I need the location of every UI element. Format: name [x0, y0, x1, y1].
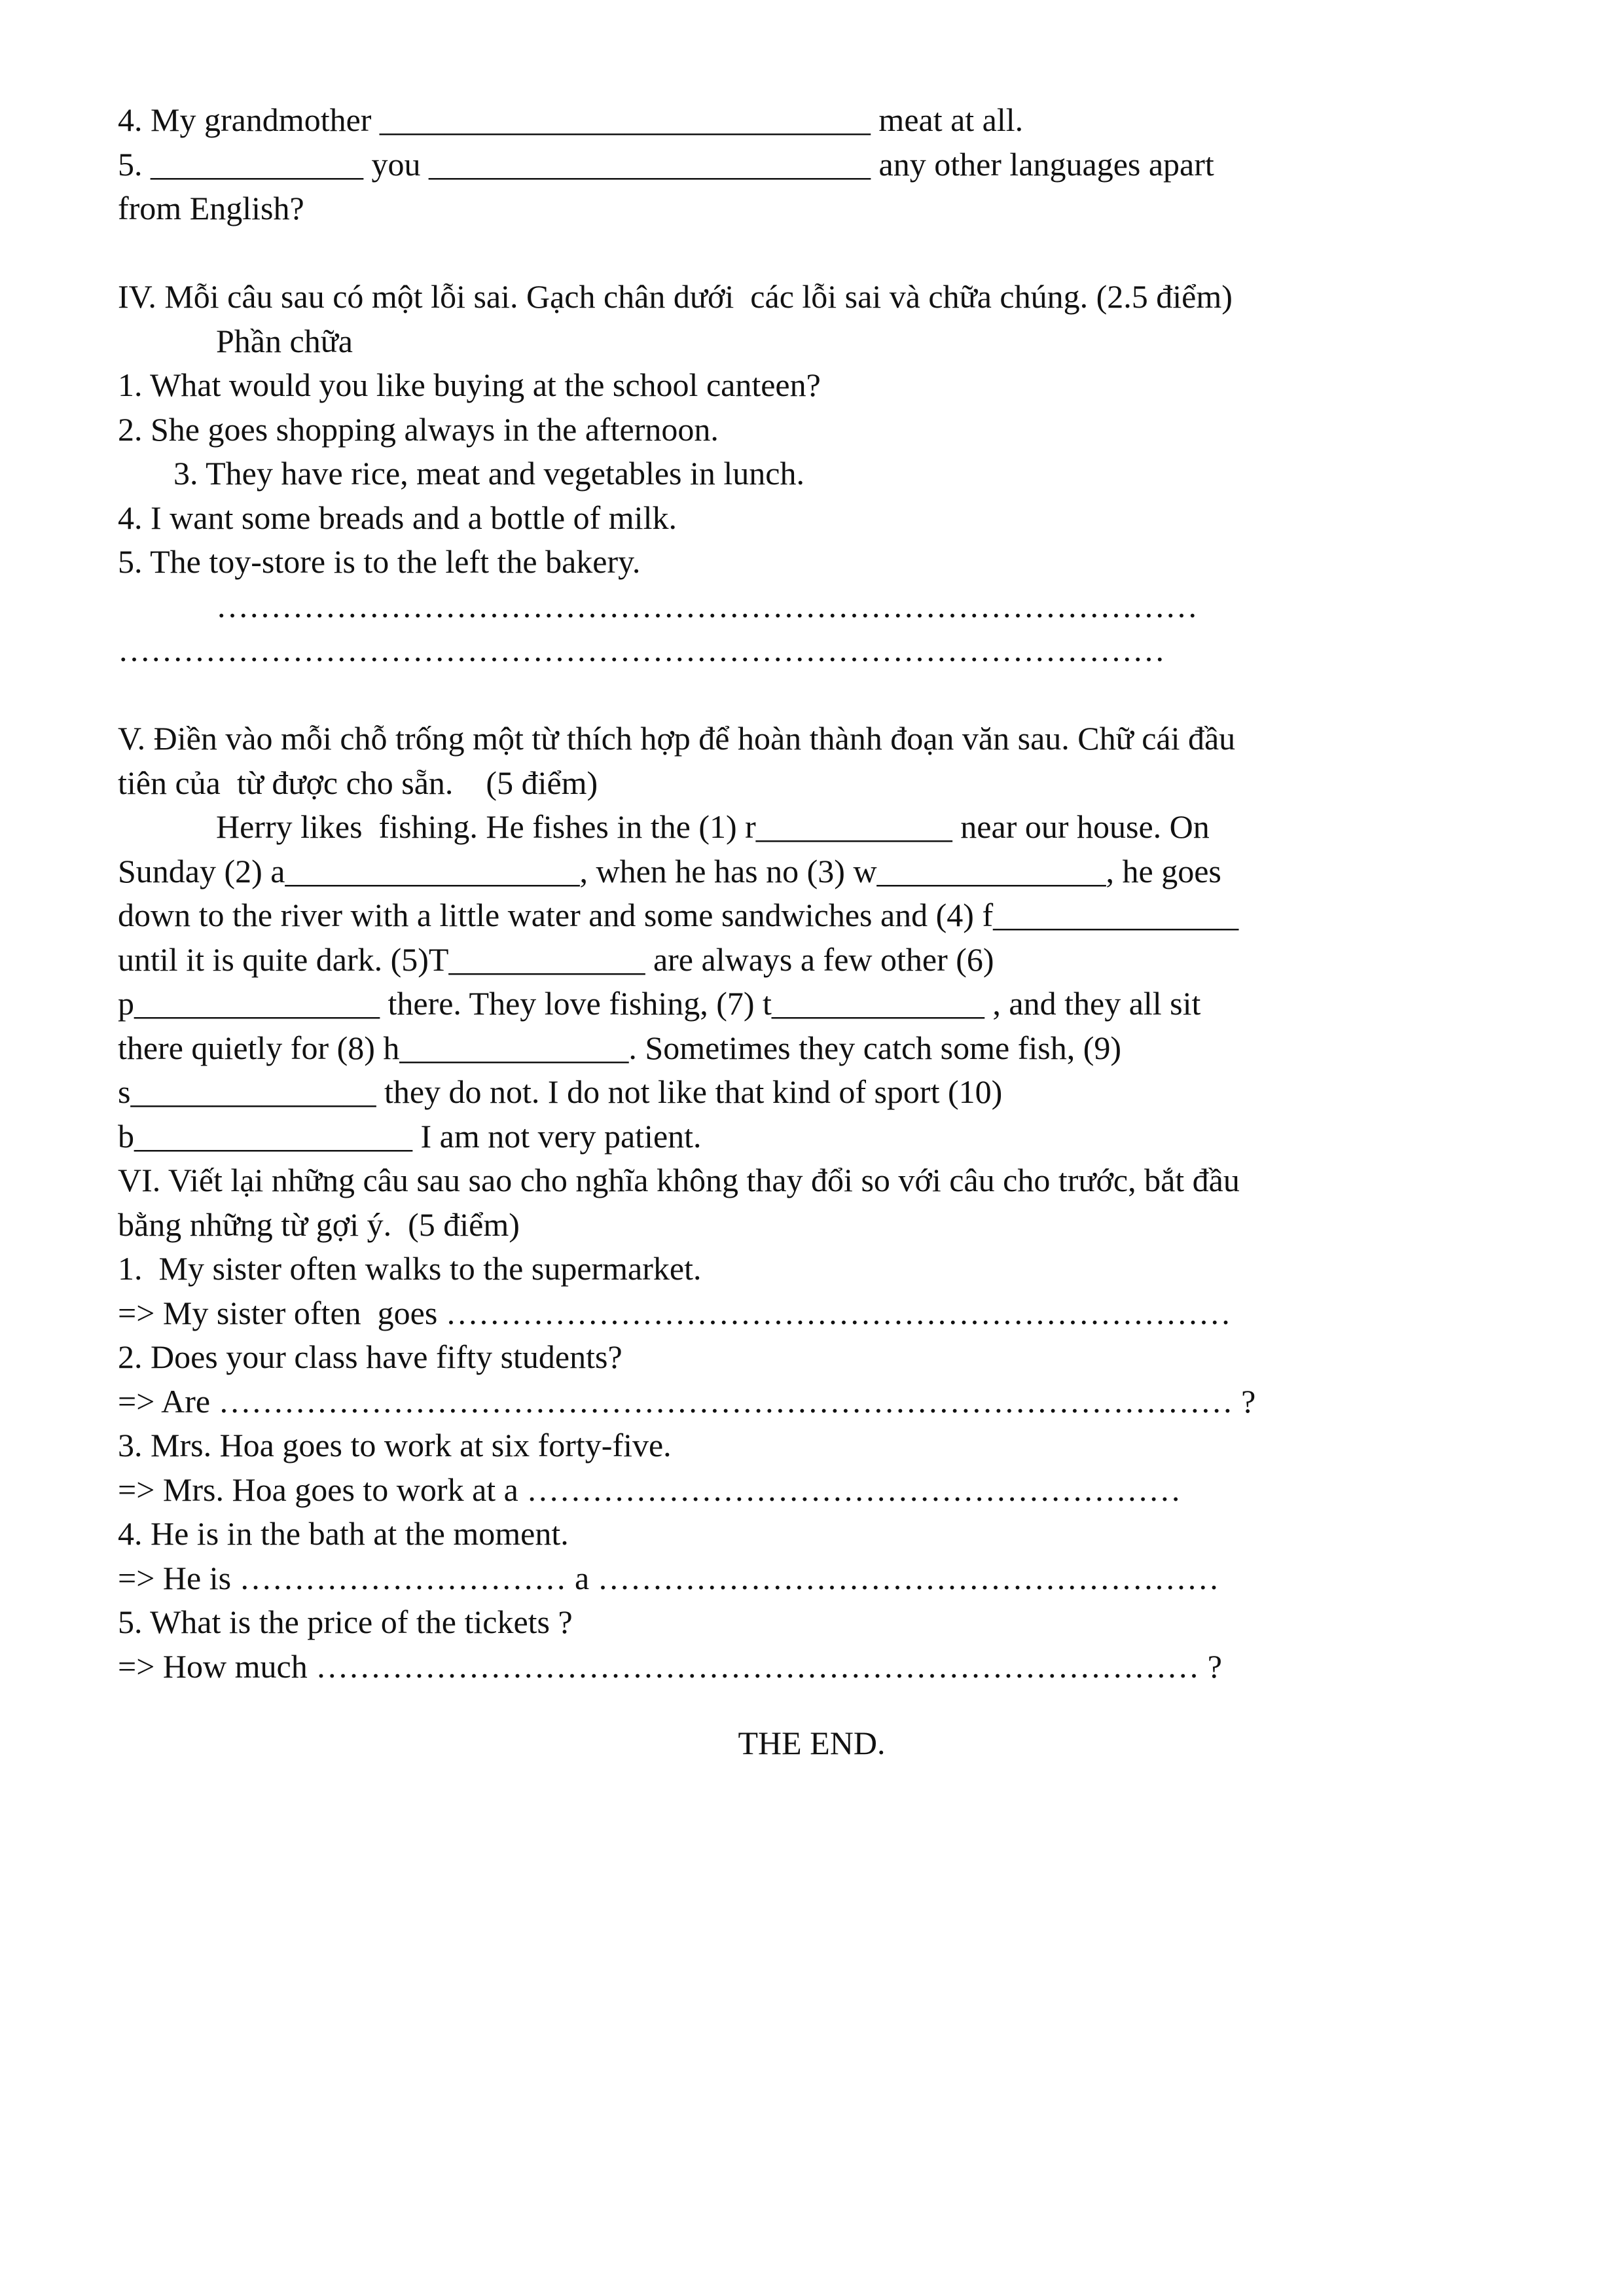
cloze-line: p_______________ there. They love fishing, (7) t_____________ , and they all sit	[118, 985, 1201, 1022]
cloze-line: until it is quite dark. (5)T____________ are always a few other (6)	[118, 941, 994, 978]
section-5-heading-cont: tiên của từ được cho sẵn. (5 điểm)	[118, 764, 598, 801]
error-item: 4. I want some breads and a bottle of milk.	[118, 499, 677, 536]
error-item: 1. What would you like buying at the school canteen?	[118, 367, 821, 403]
cloze-line: down to the river with a little water and some sandwiches and (4) f_______________	[118, 897, 1239, 933]
cloze-line: b_________________ I am not very patient.	[118, 1117, 702, 1155]
rewrite-prompt: 1. My sister often walks to the supermarket.	[118, 1250, 702, 1287]
section-6-heading: VI. Viết lại những câu sau sao cho nghĩa không thay đổi so với câu cho trước, bắt đầu	[118, 1162, 1240, 1198]
rewrite-answer: => How much ……………………………………………………………………… ?	[118, 1647, 1222, 1685]
exercise-item: 4. My grandmother ______________________________ meat at all.	[118, 101, 1024, 138]
rewrite-answer: => Mrs. Hoa goes to work at a ……………………………………………………	[118, 1471, 1182, 1508]
section-6-heading-cont: bằng những từ gợi ý. (5 điểm)	[118, 1206, 520, 1243]
answer-dots-line: ………………………………………………………………………………	[216, 587, 1198, 624]
rewrite-prompt: 3. Mrs. Hoa goes to work at six forty-five.	[118, 1427, 672, 1463]
exercise-item-continuation: from English?	[118, 190, 304, 226]
error-item: 3. They have rice, meat and vegetables in lunch.	[173, 455, 804, 492]
error-item: 2. She goes shopping always in the afternoon.	[118, 410, 719, 448]
error-item: 5. The toy-store is to the left the bakery.	[118, 543, 641, 580]
the-end-footer: THE END.	[738, 1725, 886, 1761]
section-3-tail	[118, 98, 1506, 231]
section-5	[118, 717, 1506, 1158]
cloze-line: s_______________ they do not. I do not like that kind of sport (10)	[118, 1073, 1003, 1110]
rewrite-prompt: 4. He is in the bath at the moment.	[118, 1515, 569, 1552]
section-4	[118, 275, 1506, 673]
rewrite-answer: => Are ………………………………………………………………………………… ?	[118, 1382, 1256, 1420]
rewrite-answer: => My sister often goes ………………………………………………………………	[118, 1294, 1231, 1331]
section-6	[118, 1158, 1506, 1689]
answer-dots-line: ……………………………………………………………………………………	[118, 632, 1165, 668]
rewrite-prompt: 2. Does your class have fifty students?	[118, 1338, 623, 1375]
worksheet-page	[118, 98, 1506, 1766]
cloze-line: Sunday (2) a__________________, when he has no (3) w______________, he goes	[118, 852, 1221, 889]
section-4-subheading: Phần chữa	[216, 322, 353, 359]
cloze-line: there quietly for (8) h______________. Sometimes they catch some fish, (9)	[118, 1029, 1122, 1066]
section-5-heading: V. Điền vào mỗi chỗ trống một từ thích hợp để hoàn thành đoạn văn sau. Chữ cái đầu	[118, 720, 1236, 757]
rewrite-answer: => He is ………………………… a …………………………………………………	[118, 1559, 1219, 1596]
rewrite-prompt: 5. What is the price of the tickets ?	[118, 1604, 573, 1640]
section-4-heading: IV. Mỗi câu sau có một lỗi sai. Gạch chân dưới các lỗi sai và chữa chúng. (2.5 điểm)	[118, 278, 1233, 315]
cloze-line: Herry likes fishing. He fishes in the (1) r____________ near our house. On	[216, 808, 1210, 845]
exercise-item: 5. _____________ you ___________________________ any other languages apart	[118, 145, 1214, 183]
